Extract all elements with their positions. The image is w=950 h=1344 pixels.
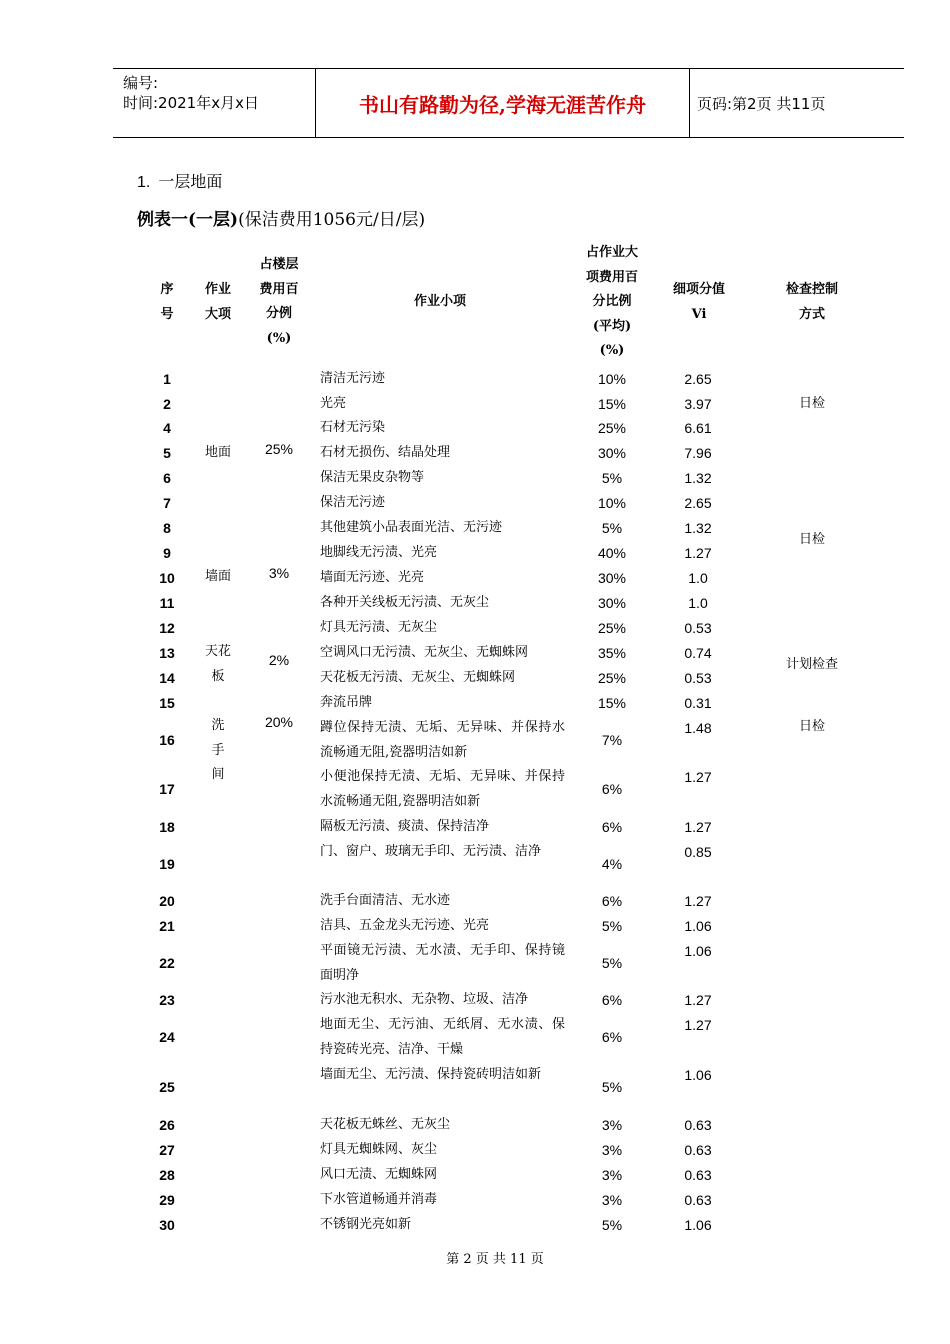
row-percent: 10% <box>597 371 627 387</box>
row-vi: 0.63 <box>684 1167 712 1183</box>
header-line: 分比例 <box>592 294 632 309</box>
group-restroom-percent: 20% <box>264 714 294 730</box>
row-item: 灯具无污渍、无灰尘 <box>320 620 438 635</box>
row-vi: 7.96 <box>684 445 712 461</box>
row-item: 墙面无尘、无污渍、保持瓷砖明洁如新 <box>320 1067 542 1082</box>
row-number: 29 <box>159 1192 175 1208</box>
row-vi: 0.63 <box>684 1142 712 1158</box>
row-number: 2 <box>163 396 171 412</box>
row-vi: 6.61 <box>684 420 712 436</box>
row-number: 1 <box>163 371 171 387</box>
row-item: 污水池无积水、无杂物、垃圾、洁净 <box>320 992 529 1007</box>
row-number: 12 <box>159 620 175 636</box>
row-item: 光亮 <box>320 396 347 411</box>
row-number: 19 <box>159 856 175 872</box>
header-line: 细项分值 <box>672 282 725 297</box>
row-vi: 0.63 <box>684 1192 712 1208</box>
row-vi: 1.06 <box>684 1217 712 1233</box>
row-percent: 30% <box>597 445 627 461</box>
row-percent: 6% <box>601 819 623 835</box>
row-vi: 1.0 <box>688 570 708 586</box>
header-category-percent <box>572 241 652 364</box>
row-item: 地脚线无污渍、光亮 <box>320 545 438 560</box>
header-line: 大项 <box>204 306 231 322</box>
header-line: 序 <box>160 282 174 297</box>
header-motto: 书山有路勤为径,学海无涯苦作舟 <box>359 92 646 117</box>
check-method: 计划检查 <box>785 657 838 672</box>
row-vi: 0.31 <box>684 695 712 711</box>
row-number: 24 <box>159 1029 175 1045</box>
row-item: 石材无污染 <box>320 420 386 435</box>
row-item: 奔流吊牌 <box>320 695 373 710</box>
group-ceiling-percent: 2% <box>268 652 290 668</box>
row-item: 空调风口无污渍、无灰尘、无蜘蛛网 <box>320 645 529 660</box>
row-item: 不锈钢光亮如新 <box>320 1217 412 1232</box>
row-percent: 3% <box>601 1192 623 1208</box>
row-number: 8 <box>163 520 171 536</box>
header-no <box>145 278 189 327</box>
row-item: 洗手台面清洁、无水迹 <box>320 893 451 908</box>
row-vi: 0.74 <box>684 645 712 661</box>
row-vi: 1.27 <box>684 893 712 909</box>
row-number: 16 <box>159 732 175 748</box>
row-percent: 6% <box>601 781 623 797</box>
row-percent: 5% <box>601 520 623 536</box>
row-vi: 1.0 <box>688 595 708 611</box>
section-title <box>137 169 222 192</box>
row-number: 5 <box>163 445 171 461</box>
check-method: 日检 <box>798 396 825 411</box>
header-line: 号 <box>160 306 174 322</box>
row-number: 21 <box>159 918 175 934</box>
row-number: 17 <box>159 781 175 797</box>
row-item: 小便池保持无渍、无垢、无异味、并保持水流畅通无阻,瓷器明洁如新 <box>320 769 565 809</box>
row-percent: 6% <box>601 1029 623 1045</box>
header-line: 方式 <box>798 306 825 322</box>
header-category <box>195 278 241 327</box>
row-percent: 6% <box>601 893 623 909</box>
row-percent: 5% <box>601 470 623 486</box>
header-line: 项费用百 <box>585 269 638 285</box>
row-item: 各种开关线板无污渍、无灰尘 <box>320 595 490 610</box>
header-vi <box>660 278 738 327</box>
header-divider <box>689 69 690 137</box>
table-title-bold: 例表一(一层) <box>137 210 239 230</box>
header-item <box>320 290 560 315</box>
row-item: 平面镜无污渍、无水渍、无手印、保持镜面明净 <box>320 943 565 983</box>
row-vi: 0.53 <box>684 670 712 686</box>
group-wall: 墙面 <box>204 569 231 584</box>
check-method: 日检 <box>798 719 825 734</box>
row-vi: 1.27 <box>684 769 712 785</box>
document-number-label: 编号: <box>123 74 159 92</box>
row-percent: 40% <box>597 545 627 561</box>
group-floor: 地面 <box>204 445 231 460</box>
row-item: 天花板无蛛丝、无灰尘 <box>320 1117 451 1132</box>
row-percent: 15% <box>597 396 627 412</box>
row-number: 26 <box>159 1117 175 1133</box>
row-vi: 1.27 <box>684 545 712 561</box>
header-line: 分例 <box>265 306 292 321</box>
row-vi: 2.65 <box>684 495 712 511</box>
header-page-info: 页码:第2页 共11页 <box>697 94 826 113</box>
row-number: 9 <box>163 545 171 561</box>
row-item: 下水管道畅通并消毒 <box>320 1192 438 1207</box>
row-percent: 25% <box>597 670 627 686</box>
row-vi: 3.97 <box>684 396 712 412</box>
row-percent: 6% <box>601 992 623 1008</box>
document-time-label: 时间:2021年x月x日 <box>123 94 259 112</box>
row-percent: 5% <box>601 955 623 971</box>
row-percent: 7% <box>601 732 623 748</box>
row-percent: 5% <box>601 1217 623 1233</box>
row-percent: 3% <box>601 1142 623 1158</box>
row-number: 15 <box>159 695 175 711</box>
row-percent: 5% <box>601 918 623 934</box>
row-vi: 2.65 <box>684 371 712 387</box>
row-number: 18 <box>159 819 175 835</box>
header-line: 检查控制 <box>785 282 838 297</box>
header-floor-percent <box>249 253 309 351</box>
table-title-cost: (保洁费用1056元/日/层) <box>238 210 426 230</box>
page-header <box>113 68 904 138</box>
group-ceiling: 天花板 <box>204 644 231 684</box>
header-line: (平均) <box>592 318 632 334</box>
row-number: 30 <box>159 1217 175 1233</box>
row-number: 23 <box>159 992 175 1008</box>
header-line: 作业小项 <box>413 294 466 309</box>
header-line: (%) <box>599 343 625 358</box>
header-line: Vi <box>691 306 707 322</box>
row-percent: 30% <box>597 570 627 586</box>
row-item: 地面无尘、无污油、无纸屑、无水渍、保持瓷砖光亮、洁净、干燥 <box>320 1017 565 1057</box>
row-item: 保洁无果皮杂物等 <box>320 470 425 485</box>
row-percent: 4% <box>601 856 623 872</box>
row-percent: 15% <box>597 695 627 711</box>
row-item: 洁具、五金龙头无污迹、光亮 <box>320 918 490 933</box>
section-number: 1. <box>137 174 151 191</box>
row-number: 14 <box>159 670 175 686</box>
row-number: 25 <box>159 1079 175 1095</box>
row-number: 27 <box>159 1142 175 1158</box>
row-percent: 35% <box>597 645 627 661</box>
row-vi: 0.63 <box>684 1117 712 1133</box>
row-item: 天花板无污渍、无灰尘、无蜘蛛网 <box>320 670 516 685</box>
row-number: 20 <box>159 893 175 909</box>
row-number: 4 <box>163 420 171 436</box>
row-number: 22 <box>159 955 175 971</box>
row-percent: 30% <box>597 595 627 611</box>
row-item: 保洁无污迹 <box>320 495 386 510</box>
row-number: 10 <box>159 570 175 586</box>
row-number: 28 <box>159 1167 175 1183</box>
row-item: 灯具无蜘蛛网、灰尘 <box>320 1142 438 1157</box>
check-method: 日检 <box>798 532 825 547</box>
header-line: 占楼层 <box>259 257 299 272</box>
row-percent: 3% <box>601 1117 623 1133</box>
group-restroom: 洗手间 <box>211 718 225 783</box>
row-percent: 25% <box>597 420 627 436</box>
row-item: 门、窗户、玻璃无手印、无污渍、洁净 <box>320 844 542 859</box>
header-meta <box>123 73 259 113</box>
row-vi: 1.06 <box>684 918 712 934</box>
row-item: 石材无损伤、结晶处理 <box>320 445 451 460</box>
header-line: 作业 <box>204 282 231 297</box>
row-item: 清洁无污迹 <box>320 371 386 386</box>
row-vi: 1.32 <box>684 470 712 486</box>
row-number: 7 <box>163 495 171 511</box>
row-vi: 1.06 <box>684 943 712 959</box>
section-title-text: 一层地面 <box>158 172 223 191</box>
group-wall-percent: 3% <box>268 565 290 581</box>
row-percent: 3% <box>601 1167 623 1183</box>
row-vi: 1.32 <box>684 520 712 536</box>
row-vi: 1.27 <box>684 1017 712 1033</box>
row-number: 11 <box>159 595 175 611</box>
row-vi: 1.27 <box>684 992 712 1008</box>
row-vi: 0.53 <box>684 620 712 636</box>
row-number: 13 <box>159 645 175 661</box>
row-vi: 1.27 <box>684 819 712 835</box>
row-number: 6 <box>163 470 171 486</box>
row-percent: 25% <box>597 620 627 636</box>
header-check <box>772 278 852 327</box>
row-item: 其他建筑小品表面光洁、无污迹 <box>320 520 503 535</box>
row-vi: 0.85 <box>684 844 712 860</box>
row-percent: 10% <box>597 495 627 511</box>
table-title <box>137 205 425 230</box>
row-percent: 5% <box>601 1079 623 1095</box>
group-floor-percent: 25% <box>264 441 294 457</box>
header-line: 费用百 <box>259 281 299 297</box>
row-vi: 1.06 <box>684 1067 712 1083</box>
row-item: 墙面无污迹、光亮 <box>320 570 425 585</box>
row-item: 风口无渍、无蜘蛛网 <box>320 1167 438 1182</box>
page-footer: 第 2 页 共 11 页 <box>446 1252 544 1267</box>
header-line: (%) <box>266 330 292 346</box>
header-line: 占作业大 <box>585 245 638 260</box>
row-item: 蹲位保持无渍、无垢、无异味、并保持水流畅通无阻,瓷器明洁如新 <box>320 720 565 760</box>
row-vi: 1.48 <box>684 720 712 736</box>
row-item: 隔板无污渍、痰渍、保持洁净 <box>320 819 490 834</box>
